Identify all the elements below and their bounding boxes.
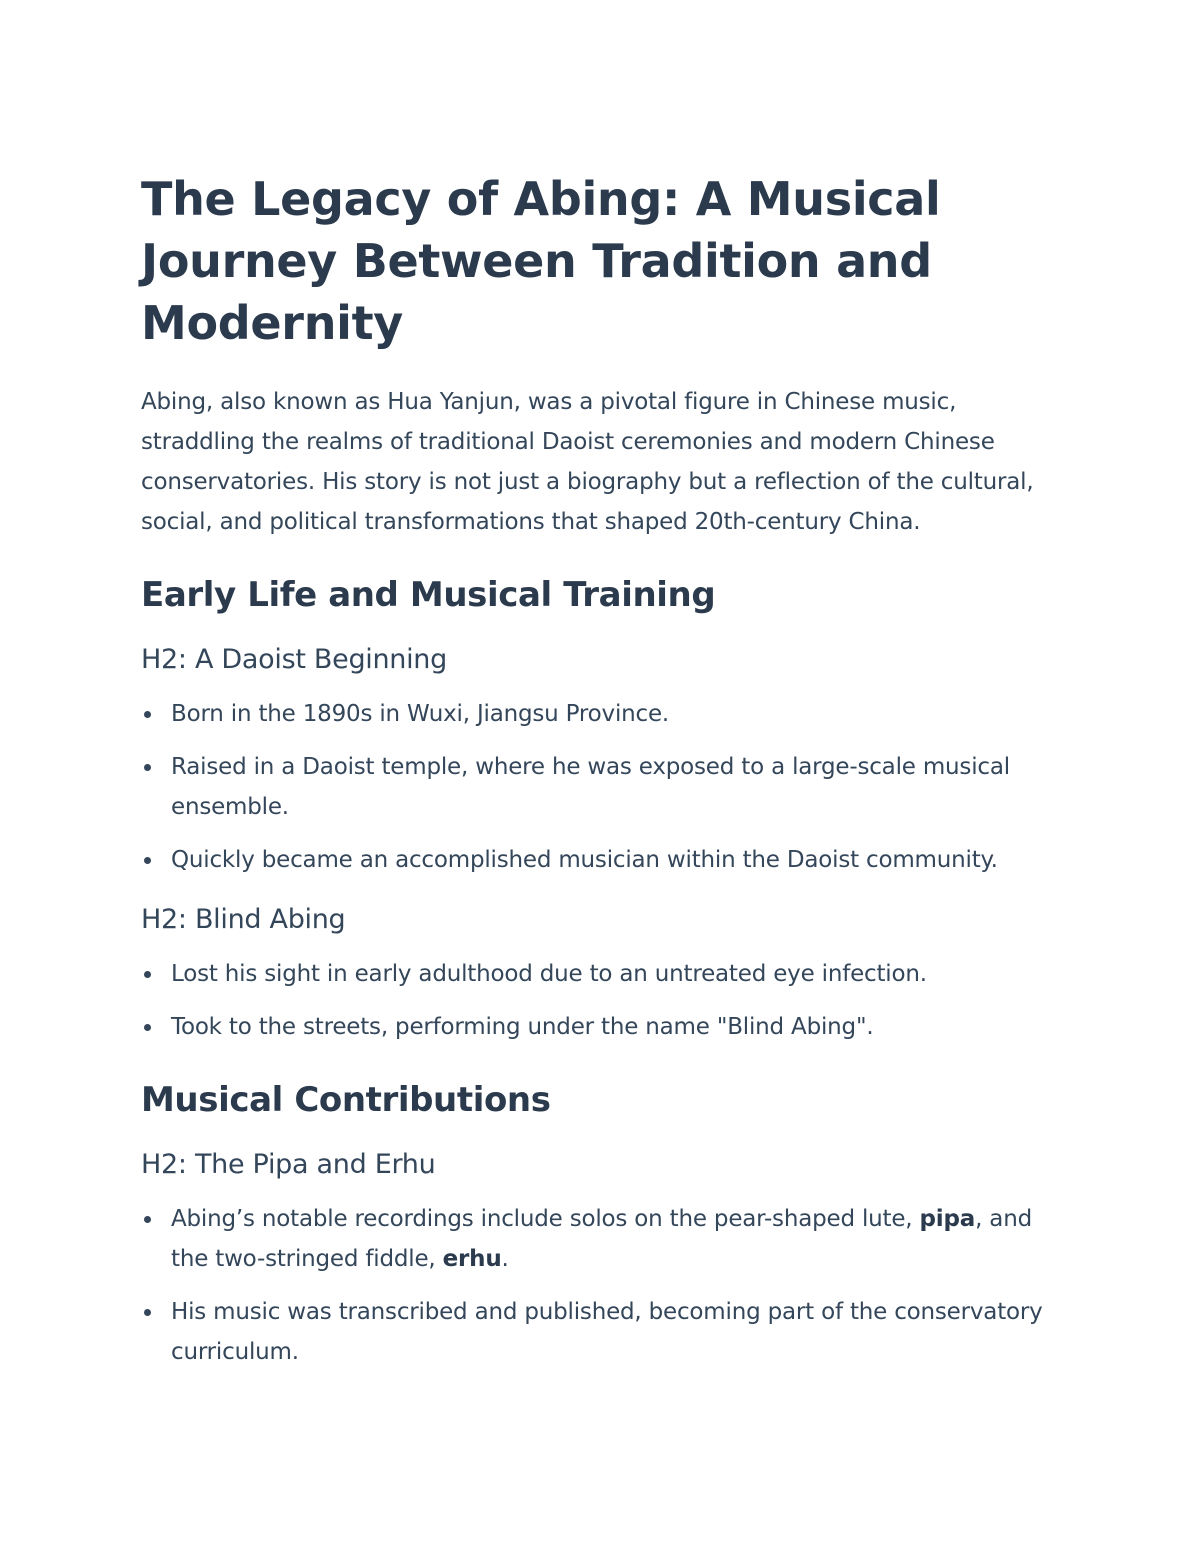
list-item-text: Took to the streets, performing under the name "Blind Abing". xyxy=(171,1014,874,1040)
bullet-dot-icon xyxy=(144,1216,151,1223)
bullet-dot-icon xyxy=(144,764,151,771)
subheading-pipa-erhu: H2: The Pipa and Erhu xyxy=(141,1149,436,1180)
list-item-text: His music was transcribed and published, becoming part of the conservatory curriculum. xyxy=(171,1299,1043,1365)
bullet-dot-icon xyxy=(144,1024,151,1031)
bullet-list-blind-abing xyxy=(141,954,1071,1047)
intro-paragraph: Abing, also known as Hua Yanjun, was a pivotal figure in Chinese music, straddling the realms of traditional Daoist ceremonies and modern Chinese conservatories. His story is not just a biography but a reflection of the cultural, social, and political transformations that shaped 20th-century China. xyxy=(141,389,1034,535)
section-heading-musical-contributions: Musical Contributions xyxy=(141,1080,551,1120)
list-item-text: Raised in a Daoist temple, where he was exposed to a large-scale musical ensemble. xyxy=(171,754,1010,820)
list-item-text: Lost his sight in early adulthood due to an untreated eye infection. xyxy=(171,961,927,987)
text-segment: . xyxy=(501,1246,509,1272)
bold-term-pipa: pipa xyxy=(919,1206,976,1232)
bullet-list-pipa-erhu xyxy=(141,1199,1071,1372)
document-page xyxy=(141,168,1071,1372)
list-item-text: Born in the 1890s in Wuxi, Jiangsu Province. xyxy=(171,701,670,727)
list-item xyxy=(141,1199,1071,1279)
list-item xyxy=(141,954,1071,994)
subheading-daoist-beginning: H2: A Daoist Beginning xyxy=(141,644,447,675)
bullet-dot-icon xyxy=(144,1309,151,1316)
list-item-text: Quickly became an accomplished musician within the Daoist community. xyxy=(171,847,998,873)
text-segment: Abing’s notable recordings include solos on the pear-shaped lute, xyxy=(171,1206,920,1232)
bullet-dot-icon xyxy=(144,857,151,864)
list-item xyxy=(141,694,1071,734)
text-segment: , and the two-stringed fiddle, xyxy=(171,1206,1032,1272)
bold-term-erhu: erhu xyxy=(442,1246,502,1272)
list-item xyxy=(141,1007,1071,1047)
section-heading-early-life: Early Life and Musical Training xyxy=(141,575,716,615)
list-item xyxy=(141,747,1071,827)
document-title: The Legacy of Abing: A Musical Journey Between Tradition and Modernity xyxy=(141,172,941,350)
list-item xyxy=(141,1292,1071,1372)
list-item-text xyxy=(171,1206,1032,1272)
bullet-dot-icon xyxy=(144,971,151,978)
subheading-blind-abing: H2: Blind Abing xyxy=(141,904,346,935)
bullet-dot-icon xyxy=(144,711,151,718)
bullet-list-daoist-beginning xyxy=(141,694,1071,880)
list-item xyxy=(141,840,1071,880)
